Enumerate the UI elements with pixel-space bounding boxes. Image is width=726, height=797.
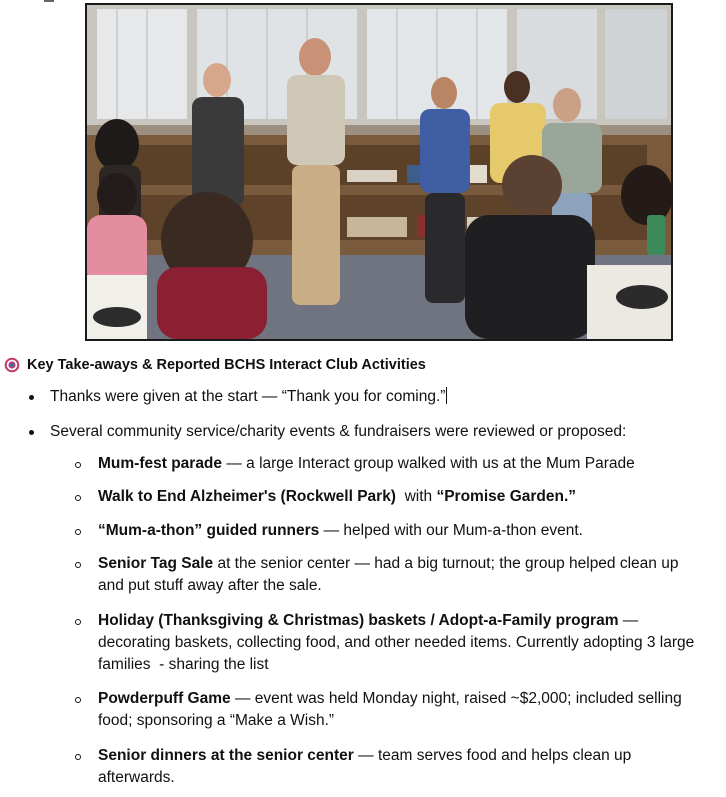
meeting-photo-image [87,5,671,339]
sub-bullet-circle [75,462,81,468]
list-item [0,421,726,443]
activity-text: — decorating baskets, collecting food, and other needed items. Currently adopting 3 large families - sharing the list [98,612,699,673]
meeting-photo [85,3,673,341]
list-item [0,453,726,475]
page-top-mark [44,0,54,2]
target-icon [4,357,20,373]
bullet-list [0,386,726,443]
list-item [0,486,726,508]
activity-list [0,453,726,789]
activity-title: Powderpuff Game [98,690,231,707]
activity-text: with [395,488,437,505]
activity-text: — event was held Monday night, raised ~$2,000; included selling food; sponsoring a “Make a Wish.” [98,690,682,729]
activity-text: — helped with our Mum-a-thon event. [319,522,583,539]
activity-title: Mum-fest parade [98,455,223,472]
activity-title: Senior Tag Sale [98,555,214,572]
activity-title-2: “Promise Garden.” [436,488,577,505]
list-item [0,553,726,597]
activity-text: — a large Interact group walked with us at the Mum Parade [222,455,635,472]
sub-bullet-circle [75,495,81,501]
activity-title: Walk to End Alzheimer's (Rockwell Park) [98,488,396,505]
sub-bullet-circle [75,697,81,703]
bullet-dot [29,430,34,435]
activity-title: “Mum-a-thon” guided runners [98,522,320,539]
activity-text: — team serves food and helps clean up afterwards. [98,747,632,786]
list-item [0,745,726,789]
section-heading-text: Key Take-aways & Reported BCHS Interact Club Activities [27,357,426,373]
list-item [0,520,726,542]
sub-bullet-circle [75,529,81,535]
bullet-text: Thanks were given at the start — “Thank you for coming.” [50,388,446,405]
activity-title: Senior dinners at the senior center [98,747,354,764]
list-item [0,386,726,408]
activity-title: Holiday (Thanksgiving & Christmas) baskets / Adopt-a-Family program [98,612,619,629]
list-item [0,688,726,732]
text-cursor [446,387,447,404]
bullet-text: Several community service/charity events & fundraisers were reviewed or proposed: [50,423,627,440]
activity-text: at the senior center — had a big turnout; the group helped clean up and put stuff away after the sale. [98,555,679,594]
section-heading [4,355,426,375]
sub-bullet-circle [75,619,81,625]
sub-bullet-circle [75,562,81,568]
sub-bullet-circle [75,754,81,760]
list-item [0,610,726,676]
bullet-dot [29,395,34,400]
